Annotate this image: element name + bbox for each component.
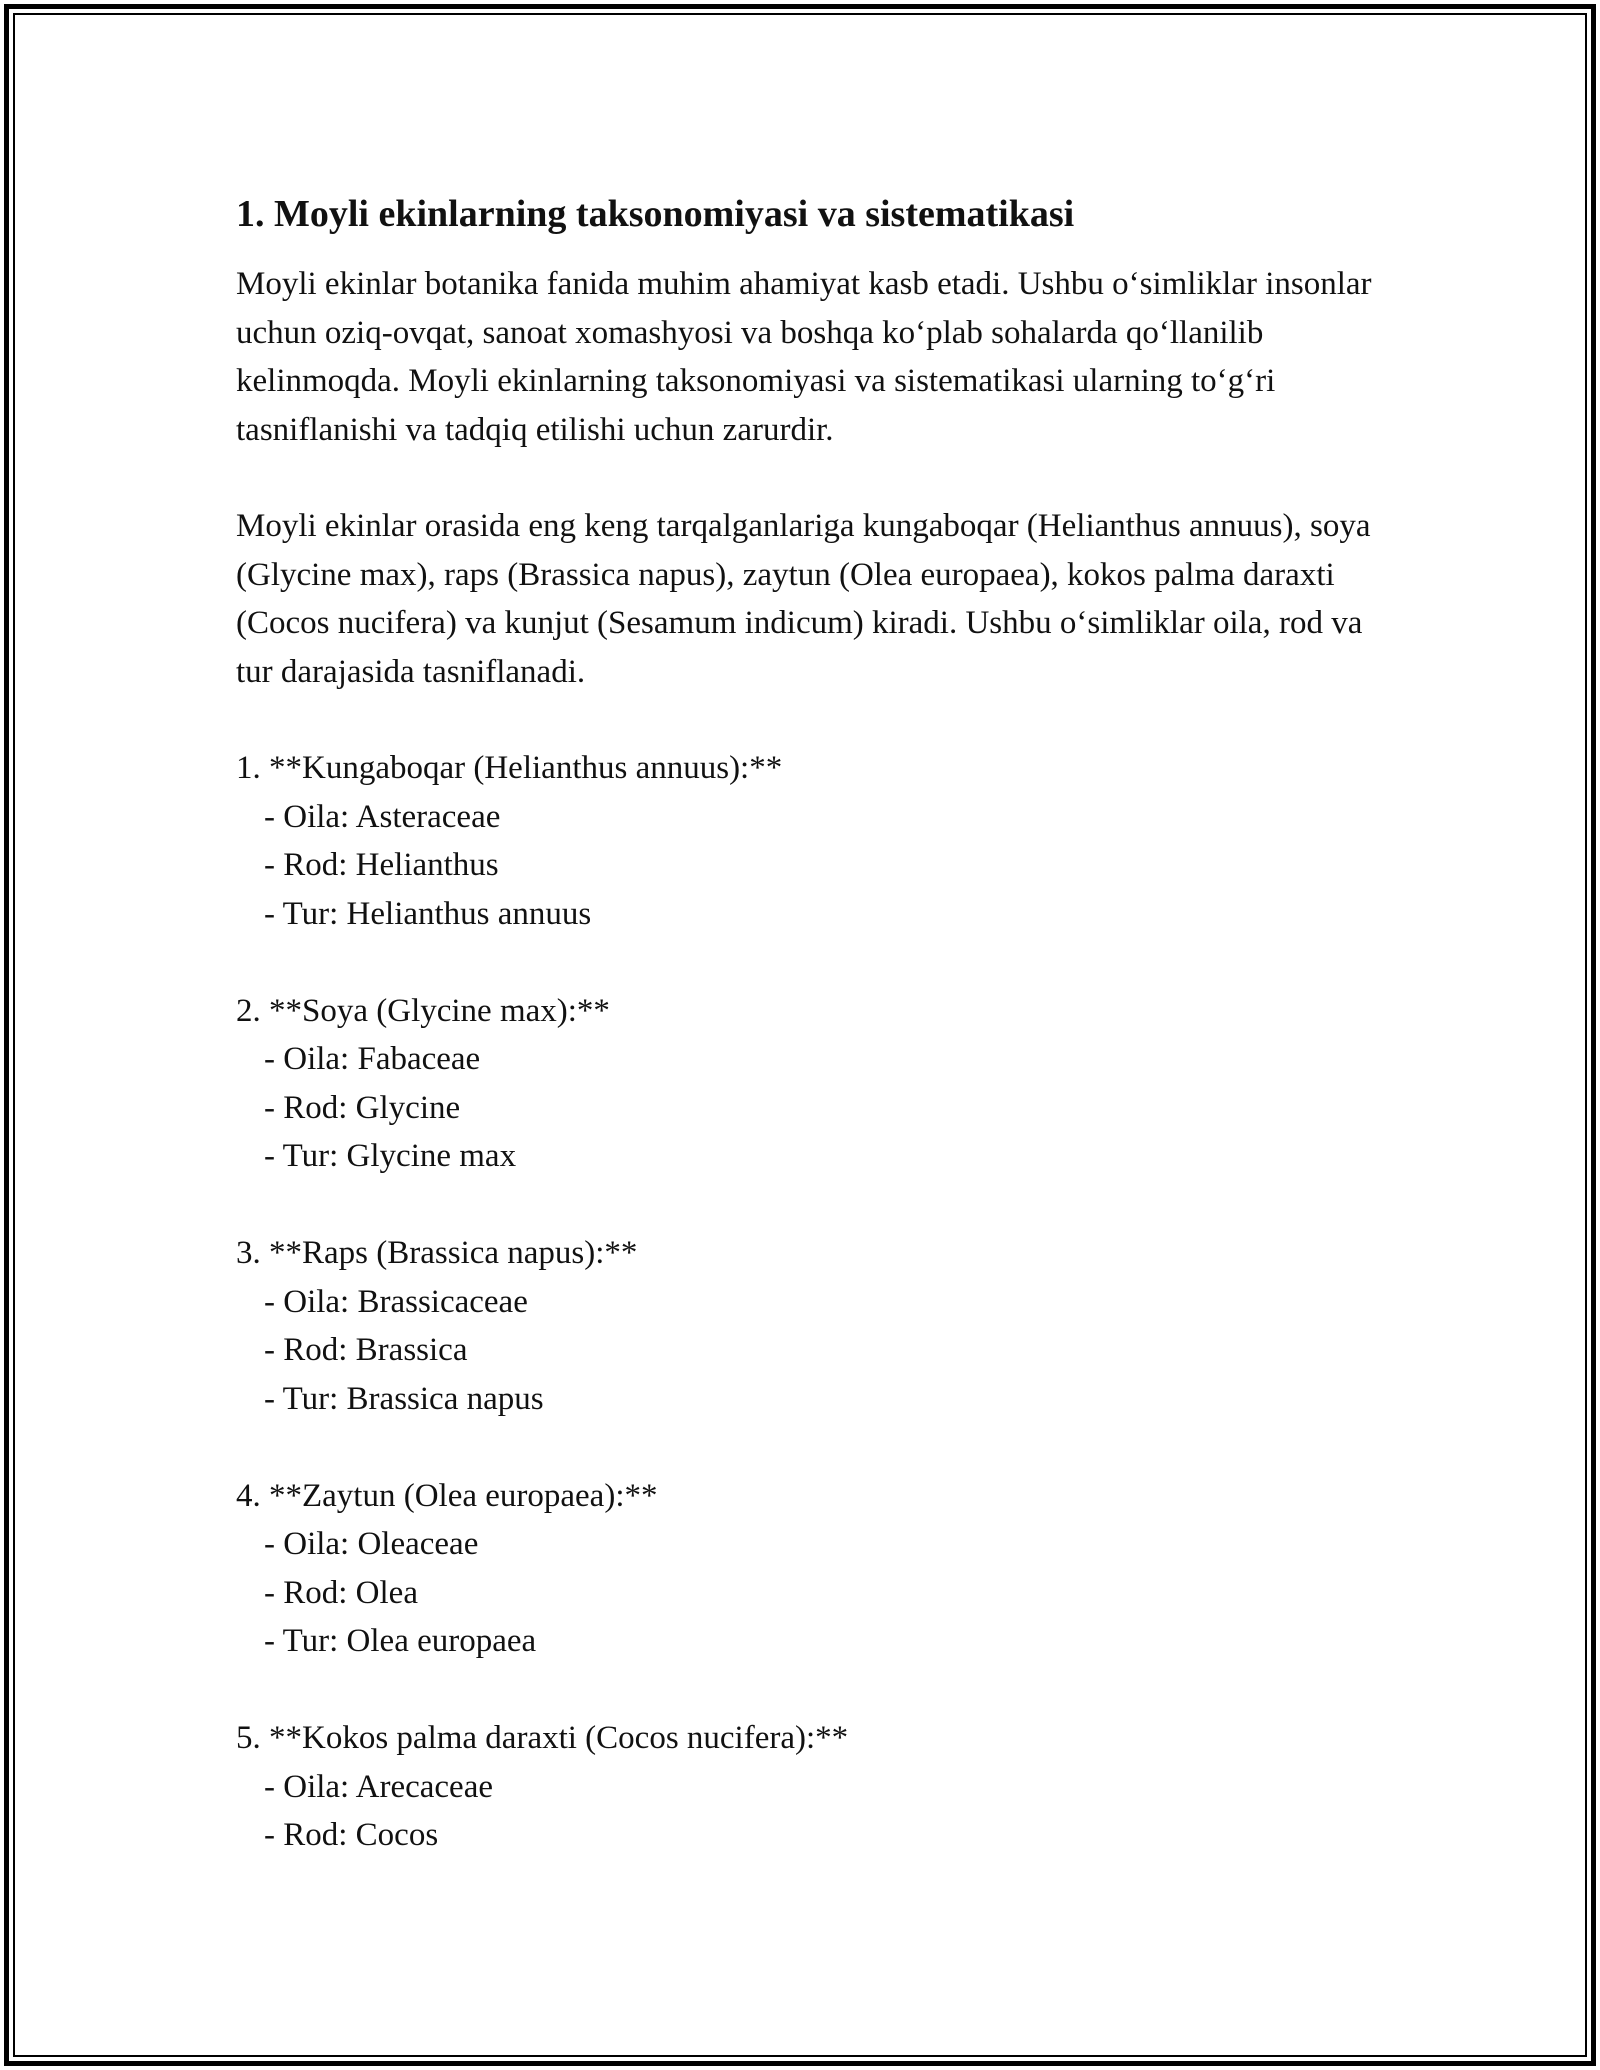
species-species: - Tur: Glycine max [264,1138,517,1174]
species-species: - Tur: Helianthus annuus [264,895,592,932]
document-body [236,186,1386,1908]
species-family: - Oila: Fabaceae [264,1041,481,1077]
species-item-kokos [236,1714,1386,1860]
species-list [236,744,1386,1860]
species-family: - Oila: Oleaceae [264,1526,479,1562]
species-item-raps [236,1229,1386,1423]
species-overview-paragraph: Moyli ekinlar orasida eng keng tarqalganlariga kungaboqar (Helianthus annuus), soya (Glycine max), raps (Brassica napus), zaytun (Olea europaea), kokos palma daraxti (Cocos nucifera) va kunjut (Sesamum indicum) kiradi. Ushbu o‘simliklar oila, rod va tur darajasida tasniflanadi. [236,508,1371,690]
species-title: 5. **Kokos palma daraxti (Cocos nucifera):** [236,1720,849,1756]
species-genus: - Rod: Glycine [264,1089,461,1126]
species-family: - Oila: Brassicaceae [264,1283,528,1320]
section-heading: 1. Moyli ekinlarning taksonomiyasi va sistematikasi [236,193,1075,235]
species-title: 3. **Raps (Brassica napus):** [236,1235,638,1271]
species-item-zaytun [236,1472,1386,1666]
species-title: 2. **Soya (Glycine max):** [236,992,610,1029]
species-family: - Oila: Asteraceae [264,798,501,835]
species-species: - Tur: Olea europaea [264,1623,537,1659]
species-item-kungaboqar [236,744,1386,938]
species-genus: - Rod: Helianthus [264,847,499,883]
species-item-soya [236,987,1386,1181]
species-title: 4. **Zaytun (Olea europaea):** [236,1477,658,1514]
species-species: - Tur: Brassica napus [264,1380,544,1417]
species-family: - Oila: Arecaceae [264,1768,494,1805]
species-genus: - Rod: Brassica [264,1332,468,1368]
intro-paragraph: Moyli ekinlar botanika fanida muhim ahamiyat kasb etadi. Ushbu o‘simliklar insonlar uchun oziq-ovqat, sanoat xomashyosi va boshqa ko‘plab sohalarda qo‘llanilib kelinmoqda. Moyli ekinlarning taksonomiyasi va sistematikasi ularning to‘g‘ri tasniflanishi va tadqiq etilishi uchun zarurdir. [236,266,1372,448]
species-title: 1. **Kungaboqar (Helianthus annuus):** [236,750,783,786]
species-genus: - Rod: Cocos [264,1817,439,1853]
species-genus: - Rod: Olea [264,1574,418,1611]
